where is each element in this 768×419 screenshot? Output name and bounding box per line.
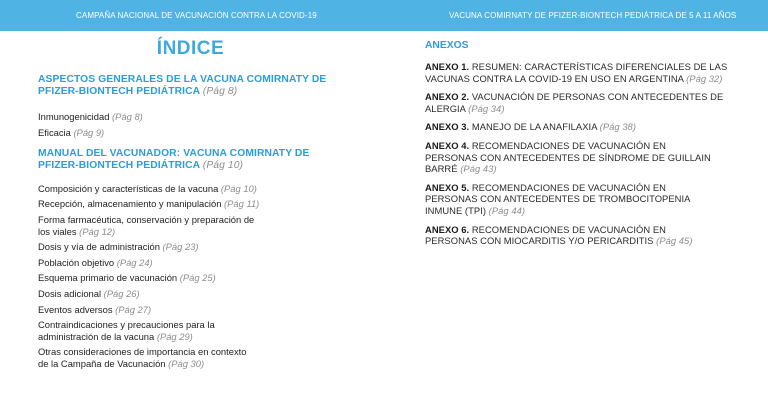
toc-item-text: Forma farmacéutica, conservación y preparación de [38,214,255,225]
toc-item-text: Dosis y vía de administración [38,241,160,253]
page-ref: (Pág 43) [460,163,497,175]
toc-item-dosis-via[interactable] [38,241,378,253]
page-ref: (Pág 10) [220,182,257,194]
toc-item-poblacion[interactable] [38,257,378,269]
toc-item-text: de la Campaña de Vacunación [38,357,166,369]
section-title-manual[interactable] [38,148,378,173]
annex-label: ANEXO 5. [425,181,470,193]
toc-item-text: Eficacia [38,127,71,139]
page-ref: (Pág 25) [179,272,216,284]
annex-text: INMUNE (TPI) [425,204,487,216]
header-bar [0,0,768,31]
toc-item-text: administración de la vacuna [38,330,155,342]
toc-item-recepcion[interactable] [38,198,378,210]
annex-text: RECOMENDACIONES DE VACUNACIÓN EN [471,223,666,235]
page-ref: (Pág 44) [488,204,526,216]
annex-text: PERSONAS CON MIOCARDITIS Y/O PERICARDITIS [425,235,654,247]
header-left-title: CAMPAÑA NACIONAL DE VACUNACIÓN CONTRA LA COVID-19 [76,11,317,20]
index-left-column [38,38,378,370]
toc-item-esquema[interactable] [38,272,378,284]
annex-text: RECOMENDACIONES DE VACUNACIÓN EN [471,181,666,193]
toc-item-text: Dosis adicional [38,287,102,299]
header-right-title: VACUNA COMIRNATY DE PFIZER-BIONTECH PEDIÁTRICA DE 5 A 11 AÑOS [449,11,737,20]
toc-item-text: Eventos adversos [38,303,113,315]
annex-item-5[interactable] [425,182,745,217]
annex-item-3[interactable] [425,121,745,133]
annex-label: ANEXO 3. [425,121,470,133]
page-ref: (Pág 29) [156,330,193,342]
section-title-line: PFIZER-BIONTECH PEDIÁTRICA [38,160,200,172]
annex-label: ANEXO 1. [425,61,470,72]
toc-item-otras[interactable] [38,346,378,369]
section-title-line: ASPECTOS GENERALES DE LA VACUNA COMIRNATY DE [38,74,327,85]
page-ref: (Pág 27) [115,303,152,315]
toc-item-text: Otras consideraciones de importancia en contexto [38,346,247,358]
annex-text: RESUMEN: CARACTERÍSTICAS DIFERENCIALES DE LAS [471,61,728,72]
page-ref: (Pág 8) [202,86,238,98]
page-ref: (Pág 24) [116,256,153,268]
toc-item-text: Contraindicaciones y precauciones para la [38,319,215,331]
toc-item-dosis-adicional[interactable] [38,288,378,300]
annex-text: ALERGIA [425,102,466,114]
toc-item-text: Esquema primario de vacunación [38,272,178,284]
annex-text: BARRÉ [425,163,458,175]
toc-item-contraindicaciones[interactable] [38,319,378,342]
page-title: ÍNDICE [156,38,225,59]
annexes-title: ANEXOS [425,40,469,51]
annex-item-4[interactable] [425,140,745,175]
annex-text: PERSONAS CON ANTECEDENTES DE TROMBOCITOPENIA [425,193,691,205]
annex-text: RECOMENDACIONES DE VACUNACIÓN EN [471,139,666,151]
annex-label: ANEXO 4. [425,139,470,151]
annex-text: MANEJO DE LA ANAFILAXIA [471,121,597,133]
page-ref: (Pág 12) [79,225,116,237]
annex-item-1[interactable] [425,61,745,84]
section-title-aspectos[interactable] [38,74,378,99]
toc-item-text: Población objetivo [38,256,115,268]
page-ref: (Pág 34) [468,102,505,114]
page-ref: (Pág 30) [168,357,205,369]
page-ref: (Pág 10) [202,160,244,172]
annex-item-6[interactable] [425,224,745,247]
annex-item-2[interactable] [425,91,745,114]
annex-label: ANEXO 2. [425,91,470,103]
page-ref: (Pág 38) [599,121,636,133]
page-ref: (Pág 11) [224,198,260,210]
toc-item-text: Composición y características de la vacuna [38,182,219,194]
section-title-line: MANUAL DEL VACUNADOR: VACUNA COMIRNATY DE [38,148,310,159]
page-ref: (Pág 8) [112,110,143,122]
toc-item-eventos[interactable] [38,304,378,316]
toc-item-text: los viales [38,225,77,237]
annex-text: PERSONAS CON ANTECEDENTES DE SÍNDROME DE GUILLAIN [425,151,711,163]
page-ref: (Pág 32) [686,72,723,84]
toc-item-text: Recepción, almacenamiento y manipulación [38,198,222,210]
toc-item-forma-farmaceutica[interactable] [38,214,378,237]
toc-item-text: Inmunogenicidad [38,110,110,122]
toc-item-eficacia[interactable] [38,127,378,139]
section-title-line: PFIZER-BIONTECH PEDIÁTRICA [38,86,200,98]
page-ref: (Pág 45) [656,235,693,247]
toc-item-composicion[interactable] [38,183,378,195]
toc-item-inmunogenicidad[interactable] [38,111,378,123]
annex-text: VACUNACIÓN DE PERSONAS CON ANTECEDENTES DE [471,91,724,103]
page-ref: (Pág 26) [103,287,140,299]
page-ref: (Pág 9) [73,127,105,139]
annex-text: VACUNAS CONTRA LA COVID-19 EN USO EN ARGENTINA [425,72,684,84]
index-right-column [425,40,745,254]
page-ref: (Pág 23) [162,241,199,253]
annex-label: ANEXO 6. [425,223,470,235]
